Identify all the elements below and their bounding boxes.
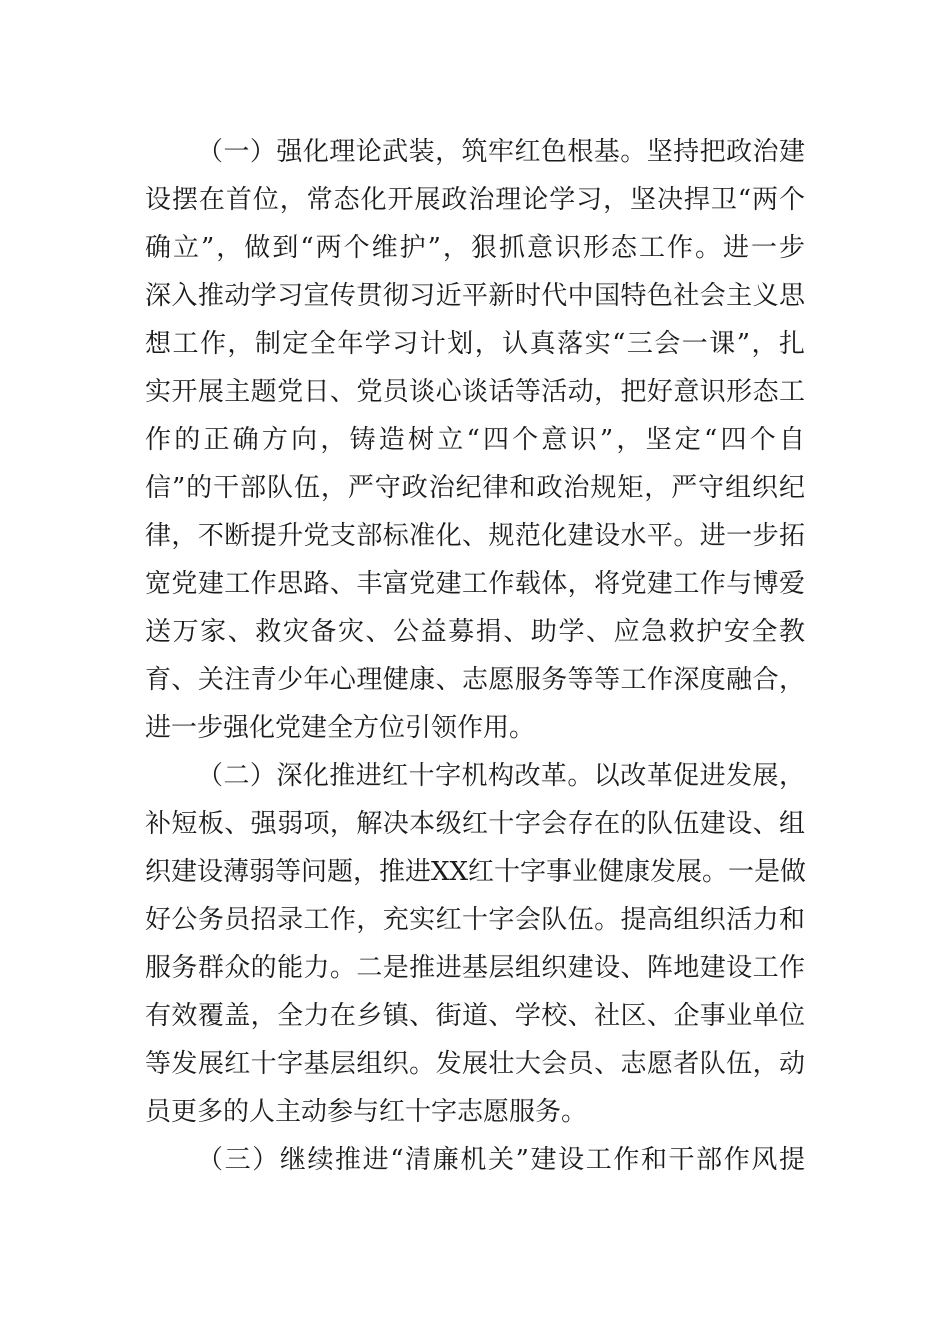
paragraph-2-line-6: 有效覆盖，全力在乡镇、街道、学校、社区、企事业单位 (145, 1001, 805, 1031)
paragraph-2-line-1: （二）深化推进红十字机构改革。以改革促进发展， (197, 761, 805, 791)
paragraph-1-line-5: 想工作，制定全年学习计划，认真落实“三会一课”，扎 (145, 329, 805, 359)
paragraph-2-line-8: 员更多的人主动参与红十字志愿服务。 (145, 1097, 588, 1127)
paragraph-1-line-6: 实开展主题党日、党员谈心谈话等活动，把好意识形态工 (145, 377, 805, 407)
paragraph-3-line-1: （三）继续推进“清廉机关”建设工作和干部作风提 (197, 1145, 805, 1175)
paragraph-1-line-10: 宽党建工作思路、丰富党建工作载体，将党建工作与博爱 (145, 569, 805, 599)
paragraph-1-line-3: 确立”，做到“两个维护”，狠抓意识形态工作。进一步 (145, 233, 805, 263)
paragraph-1-line-1: （一）强化理论武装，筑牢红色根基。坚持把政治建 (197, 137, 805, 167)
paragraph-1-line-4: 深入推动学习宣传贯彻习近平新时代中国特色社会主义思 (145, 281, 805, 311)
paragraph-1-line-12: 育、关注青少年心理健康、志愿服务等等工作深度融合， (145, 665, 805, 695)
paragraph-1-line-8: 信”的干部队伍，严守政治纪律和政治规矩，严守组织纪 (145, 473, 805, 503)
paragraph-1-line-7: 作的正确方向，铸造树立“四个意识”，坚定“四个自 (145, 425, 805, 455)
paragraph-1-line-11: 送万家、救灾备灾、公益募捐、助学、应急救护安全教 (145, 617, 805, 647)
paragraph-1-line-9: 律，不断提升党支部标准化、规范化建设水平。进一步拓 (145, 521, 805, 551)
paragraph-2-line-4: 好公务员招录工作，充实红十字会队伍。提高组织活力和 (145, 905, 805, 935)
paragraph-1-line-13: 进一步强化党建全方位引领作用。 (145, 713, 536, 743)
paragraph-2-line-3: 织建设薄弱等问题，推进XX红十字事业健康发展。一是做 (145, 857, 807, 887)
paragraph-2-line-5: 服务群众的能力。二是推进基层组织建设、阵地建设工作 (145, 953, 805, 983)
paragraph-1-line-2: 设摆在首位，常态化开展政治理论学习，坚决捍卫“两个 (145, 185, 805, 215)
paragraph-2-line-2: 补短板、强弱项，解决本级红十字会存在的队伍建设、组 (145, 809, 805, 839)
paragraph-2-line-7: 等发展红十字基层组织。发展壮大会员、志愿者队伍，动 (145, 1049, 805, 1079)
